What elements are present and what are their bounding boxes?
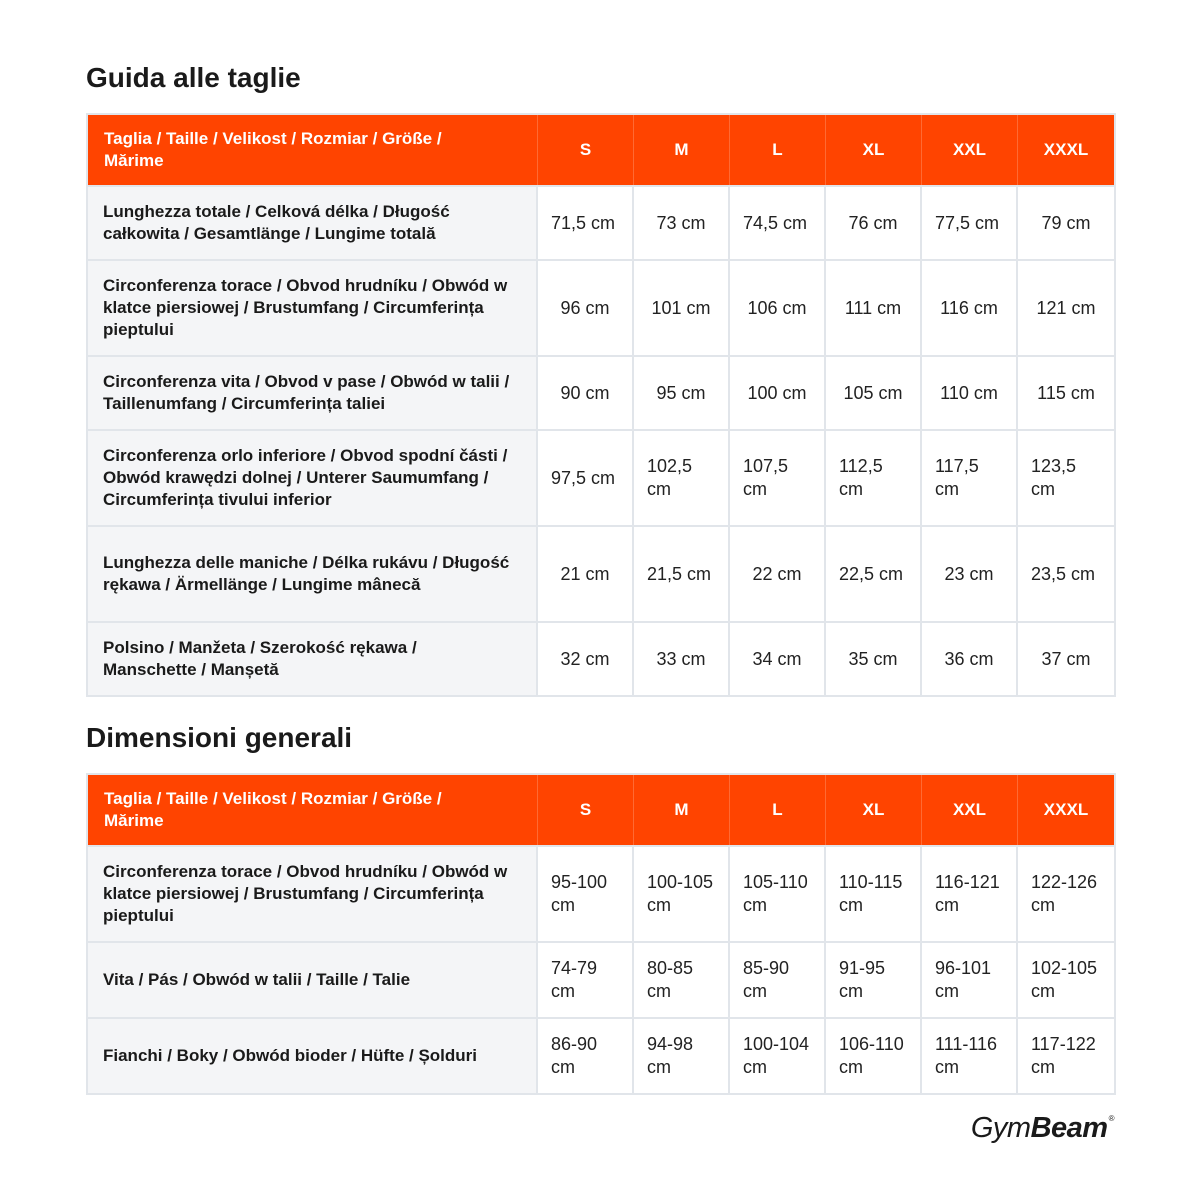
- registered-mark: ®: [1108, 1114, 1114, 1123]
- size-header-s: S: [538, 775, 634, 845]
- value-cell: 23 cm: [922, 525, 1018, 621]
- size-header-xxxl: XXXL: [1018, 775, 1114, 845]
- value-cell: 71,5 cm: [538, 185, 634, 259]
- value-cell: 34 cm: [730, 621, 826, 695]
- row-label: Circonferenza orlo inferiore / Obvod spodní části / Obwód krawędzi dolnej / Unterer Saumumfang / Circumferința tivului inferior: [88, 429, 538, 525]
- size-header-xxl: XXL: [922, 775, 1018, 845]
- value-cell: 115 cm: [1018, 355, 1114, 429]
- value-cell: 74-79 cm: [538, 941, 634, 1017]
- size-guide-title: Guida alle taglie: [86, 62, 301, 93]
- size-header-xxl: XXL: [922, 115, 1018, 185]
- value-cell: 23,5 cm: [1018, 525, 1114, 621]
- value-cell: 116-121 cm: [922, 845, 1018, 941]
- table-row: [88, 845, 1114, 941]
- table-row: [88, 185, 1114, 259]
- value-cell: 95 cm: [634, 355, 730, 429]
- value-cell: 85-90 cm: [730, 941, 826, 1017]
- table-row: [88, 621, 1114, 695]
- value-cell: 36 cm: [922, 621, 1018, 695]
- size-guide-table: [86, 113, 1116, 697]
- general-dimensions-title: Dimensioni generali: [86, 722, 353, 753]
- gymbeam-logo: [971, 1112, 1114, 1145]
- value-cell: 106 cm: [730, 259, 826, 355]
- table-row: [88, 429, 1114, 525]
- row-label: Circonferenza vita / Obvod v pase / Obwód w talii / Taillenumfang / Circumferința taliei: [88, 355, 538, 429]
- value-cell: 102,5 cm: [634, 429, 730, 525]
- value-cell: 95-100 cm: [538, 845, 634, 941]
- value-cell: 112,5 cm: [826, 429, 922, 525]
- row-label: Lunghezza delle maniche / Délka rukávu / Długość rękawa / Ärmellänge / Lungime mânecă: [88, 525, 538, 621]
- value-cell: 79 cm: [1018, 185, 1114, 259]
- value-cell: 116 cm: [922, 259, 1018, 355]
- value-cell: 105-110 cm: [730, 845, 826, 941]
- value-cell: 90 cm: [538, 355, 634, 429]
- size-header-m: M: [634, 115, 730, 185]
- value-cell: 37 cm: [1018, 621, 1114, 695]
- value-cell: 33 cm: [634, 621, 730, 695]
- value-cell: 74,5 cm: [730, 185, 826, 259]
- table-row: [88, 941, 1114, 1017]
- size-header-xl: XL: [826, 115, 922, 185]
- value-cell: 101 cm: [634, 259, 730, 355]
- size-header-s: S: [538, 115, 634, 185]
- logo-text-bold: Beam: [1030, 1112, 1108, 1144]
- value-cell: 96 cm: [538, 259, 634, 355]
- row-label: Circonferenza torace / Obvod hrudníku / Obwód w klatce piersiowej / Brustumfang / Circumferința pieptului: [88, 259, 538, 355]
- value-cell: 73 cm: [634, 185, 730, 259]
- value-cell: 100-104 cm: [730, 1017, 826, 1093]
- table-row: [88, 355, 1114, 429]
- value-cell: 121 cm: [1018, 259, 1114, 355]
- row-label: Fianchi / Boky / Obwód bioder / Hüfte / Șolduri: [88, 1017, 538, 1093]
- value-cell: 117,5 cm: [922, 429, 1018, 525]
- table-row: [88, 1017, 1114, 1093]
- size-header-label: Taglia / Taille / Velikost / Rozmiar / Größe / Mărime: [88, 115, 538, 185]
- value-cell: 96-101 cm: [922, 941, 1018, 1017]
- value-cell: 91-95 cm: [826, 941, 922, 1017]
- size-header-xxxl: XXXL: [1018, 115, 1114, 185]
- value-cell: 22,5 cm: [826, 525, 922, 621]
- value-cell: 86-90 cm: [538, 1017, 634, 1093]
- value-cell: 117-122 cm: [1018, 1017, 1114, 1093]
- value-cell: 107,5 cm: [730, 429, 826, 525]
- row-label: Circonferenza torace / Obvod hrudníku / Obwód w klatce piersiowej / Brustumfang / Circumferința pieptului: [88, 845, 538, 941]
- size-header-label: Taglia / Taille / Velikost / Rozmiar / Größe / Mărime: [88, 775, 538, 845]
- value-cell: 32 cm: [538, 621, 634, 695]
- value-cell: 100 cm: [730, 355, 826, 429]
- value-cell: 110 cm: [922, 355, 1018, 429]
- value-cell: 80-85 cm: [634, 941, 730, 1017]
- table-row: [88, 259, 1114, 355]
- value-cell: 97,5 cm: [538, 429, 634, 525]
- value-cell: 106-110 cm: [826, 1017, 922, 1093]
- size-header-xl: XL: [826, 775, 922, 845]
- logo-text-light: Gym: [970, 1112, 1031, 1144]
- value-cell: 22 cm: [730, 525, 826, 621]
- row-label: Polsino / Manžeta / Szerokość rękawa / Manschette / Manșetă: [88, 621, 538, 695]
- value-cell: 94-98 cm: [634, 1017, 730, 1093]
- value-cell: 35 cm: [826, 621, 922, 695]
- row-label: Vita / Pás / Obwód w talii / Taille / Talie: [88, 941, 538, 1017]
- row-label: Lunghezza totale / Celková délka / Długość całkowita / Gesamtlänge / Lungime totală: [88, 185, 538, 259]
- value-cell: 102-105 cm: [1018, 941, 1114, 1017]
- value-cell: 100-105 cm: [634, 845, 730, 941]
- value-cell: 111-116 cm: [922, 1017, 1018, 1093]
- value-cell: 76 cm: [826, 185, 922, 259]
- table-header-row: [88, 775, 1114, 845]
- value-cell: 110-115 cm: [826, 845, 922, 941]
- table-row: [88, 525, 1114, 621]
- table-header-row: [88, 115, 1114, 185]
- value-cell: 77,5 cm: [922, 185, 1018, 259]
- size-header-l: L: [730, 115, 826, 185]
- value-cell: 123,5 cm: [1018, 429, 1114, 525]
- value-cell: 105 cm: [826, 355, 922, 429]
- value-cell: 21 cm: [538, 525, 634, 621]
- size-header-l: L: [730, 775, 826, 845]
- value-cell: 122-126 cm: [1018, 845, 1114, 941]
- general-dimensions-table: [86, 773, 1116, 1095]
- value-cell: 21,5 cm: [634, 525, 730, 621]
- size-header-m: M: [634, 775, 730, 845]
- value-cell: 111 cm: [826, 259, 922, 355]
